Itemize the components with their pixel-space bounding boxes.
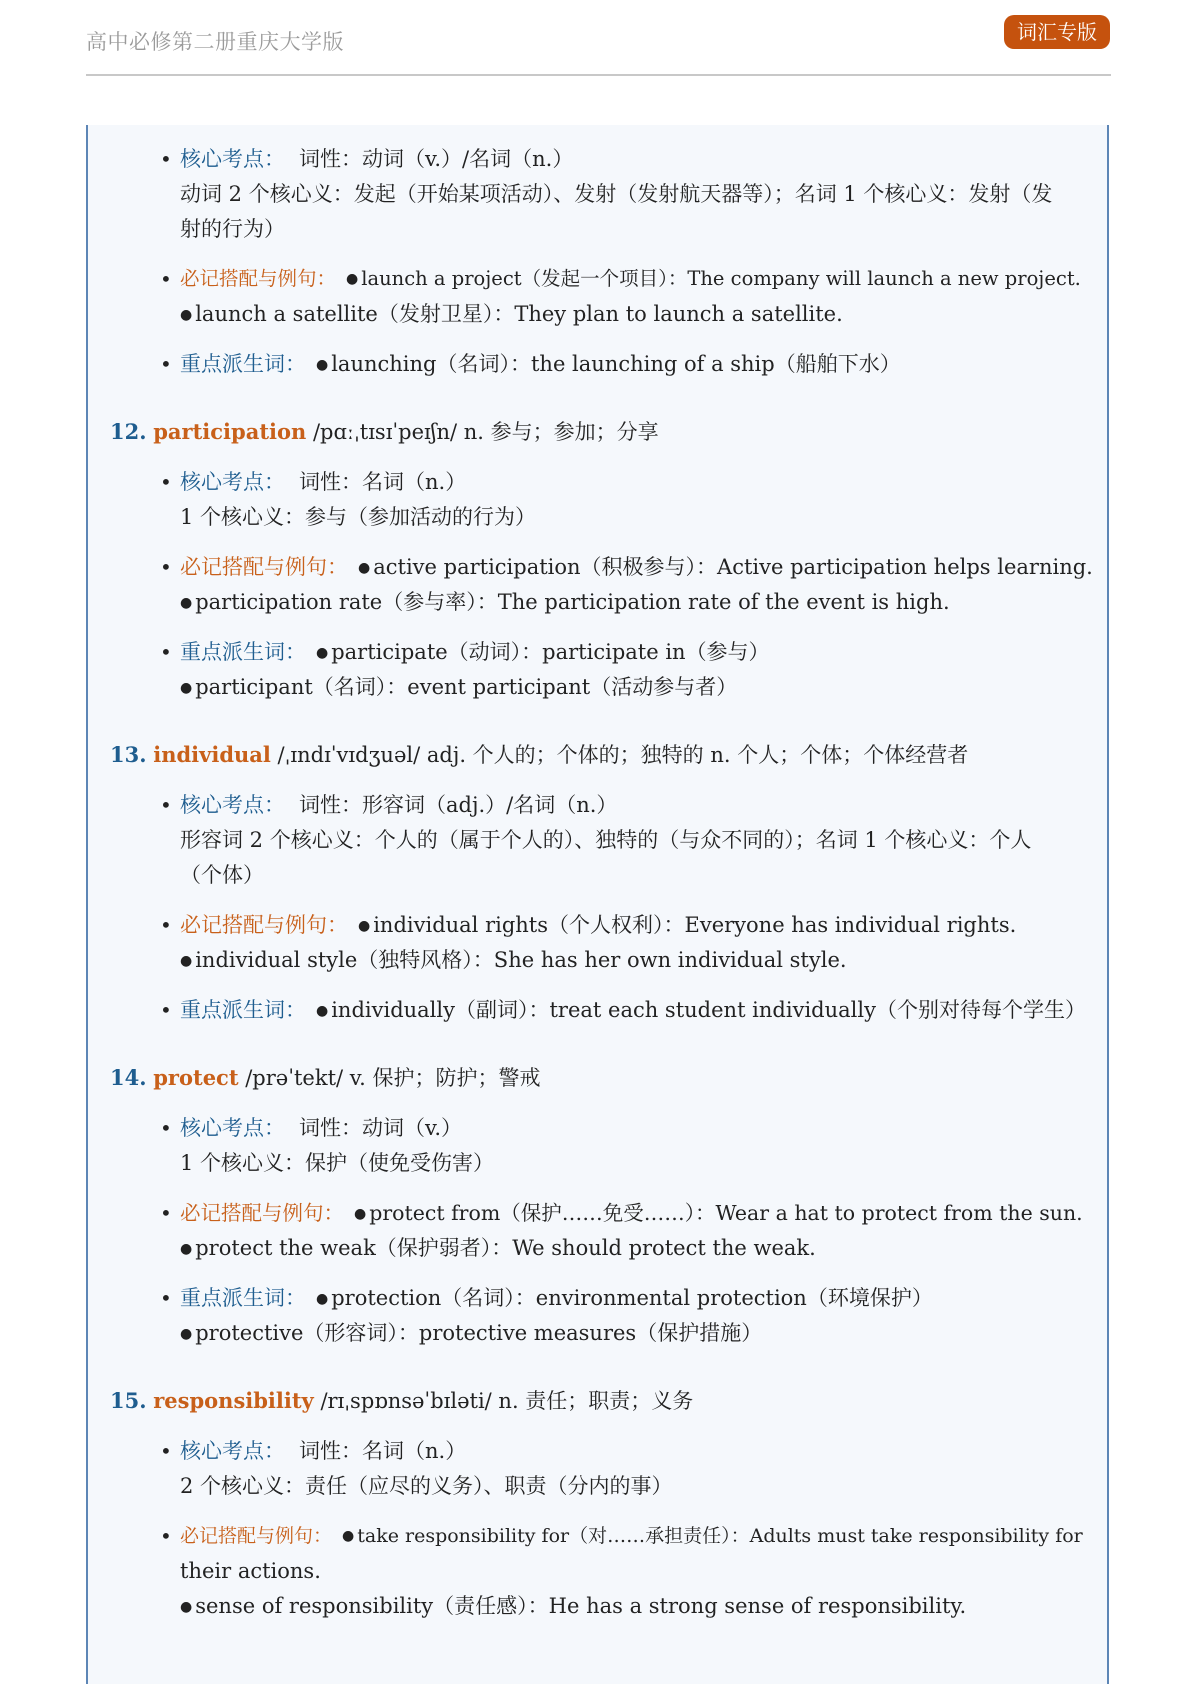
bullet: • <box>160 1116 172 1140</box>
bullet: • <box>160 913 172 937</box>
bullet: • <box>160 1286 172 1310</box>
derivative-line: 重点派生词： ● participate（动词）：participate in（参与） <box>180 640 770 664</box>
collocation-line: ● protect the weak（保护弱者）：We should protect the weak. <box>180 1236 816 1260</box>
core-line: 核心考点： 词性：名词（n.） <box>180 470 467 494</box>
derivative-line: 重点派生词： ● protection（名词）：environmental protection（环境保护） <box>180 1286 933 1310</box>
page-header-title: 高中必修第二册重庆大学版 <box>86 30 344 54</box>
meaning-line: 形容词 2 个核心义：个人的（属于个人的）、独特的（与众不同的）；名词 1 个核心义：个人 <box>180 828 1032 852</box>
bullet: • <box>160 1524 172 1548</box>
bullet: • <box>160 640 172 664</box>
derivative-line: ● protective（形容词）：protective measures（保护措施） <box>180 1321 763 1345</box>
meaning-line: 2 个核心义：责任（应尽的义务）、职责（分内的事） <box>180 1474 673 1498</box>
header-divider <box>86 74 1111 76</box>
vocabulary-edition-badge: 词汇专版 <box>1004 15 1110 49</box>
core-line: 核心考点： 词性：动词（v.） <box>180 1116 463 1140</box>
derivative-line: ● participant（名词）：event participant（活动参与者） <box>180 675 738 699</box>
derivative-line: 重点派生词： ● launching（名词）：the launching of a ship（船舶下水） <box>180 352 901 376</box>
collocation-line: ● launch a satellite（发射卫星）：They plan to launch a satellite. <box>180 302 843 326</box>
derivative-line: 重点派生词： ● individually（副词）：treat each student individually（个别对待每个学生） <box>180 998 1086 1022</box>
collocation-line: ● participation rate（参与率）：The participation rate of the event is high. <box>180 590 950 614</box>
bullet: • <box>160 267 172 291</box>
meaning-line: （个体） <box>180 863 264 887</box>
entry-heading: 12. participation /pɑːˌtɪsɪˈpeɪʃn/ n. 参与；参加；分享 <box>110 419 659 444</box>
collocation-line: 必记搭配与例句： ● launch a project（发起一个项目）：The company will launch a new project. <box>180 267 1081 290</box>
core-line: 核心考点： 词性：动词（v.）/名词（n.） <box>180 147 574 171</box>
meaning-line: 射的行为） <box>180 217 285 241</box>
bullet: • <box>160 1201 172 1225</box>
entry-heading: 15. responsibility /rɪˌspɒnsəˈbɪləti/ n. 责任；职责；义务 <box>110 1388 694 1413</box>
bullet: • <box>160 1439 172 1463</box>
bullet: • <box>160 555 172 579</box>
meaning-line: 1 个核心义：保护（使免受伤害） <box>180 1151 495 1175</box>
meaning-line: 1 个核心义：参与（参加活动的行为） <box>180 505 537 529</box>
bullet: • <box>160 147 172 171</box>
collocation-line: 必记搭配与例句： ● individual rights（个人权利）：Everyone has individual rights. <box>180 913 1017 937</box>
collocation-line: their actions. <box>180 1559 321 1583</box>
core-line: 核心考点： 词性：形容词（adj.）/名词（n.） <box>180 793 618 817</box>
collocation-line: ● sense of responsibility（责任感）：He has a strong sense of responsibility. <box>180 1594 967 1618</box>
entry-heading: 14. protect /prəˈtekt/ v. 保护；防护；警戒 <box>110 1065 541 1090</box>
entry-heading: 13. individual /ˌɪndɪˈvɪdʒuəl/ adj. 个人的；个体的；独特的 n. 个人；个体；个体经营者 <box>110 742 969 767</box>
bullet: • <box>160 793 172 817</box>
meaning-line: 动词 2 个核心义：发起（开始某项活动）、发射（发射航天器等）；名词 1 个核心义：发射（发 <box>180 182 1053 206</box>
collocation-line: 必记搭配与例句： ● take responsibility for（对……承担责任）：Adults must take responsibility for <box>180 1525 1083 1547</box>
bullet: • <box>160 998 172 1022</box>
collocation-line: 必记搭配与例句： ● protect from（保护……免受……）：Wear a hat to protect from the sun. <box>180 1201 1083 1225</box>
bullet: • <box>160 352 172 376</box>
collocation-line: 必记搭配与例句： ● active participation（积极参与）：Active participation helps learning. <box>180 555 1093 579</box>
core-line: 核心考点： 词性：名词（n.） <box>180 1439 467 1463</box>
bullet: • <box>160 470 172 494</box>
collocation-line: ● individual style（独特风格）：She has her own individual style. <box>180 948 847 972</box>
